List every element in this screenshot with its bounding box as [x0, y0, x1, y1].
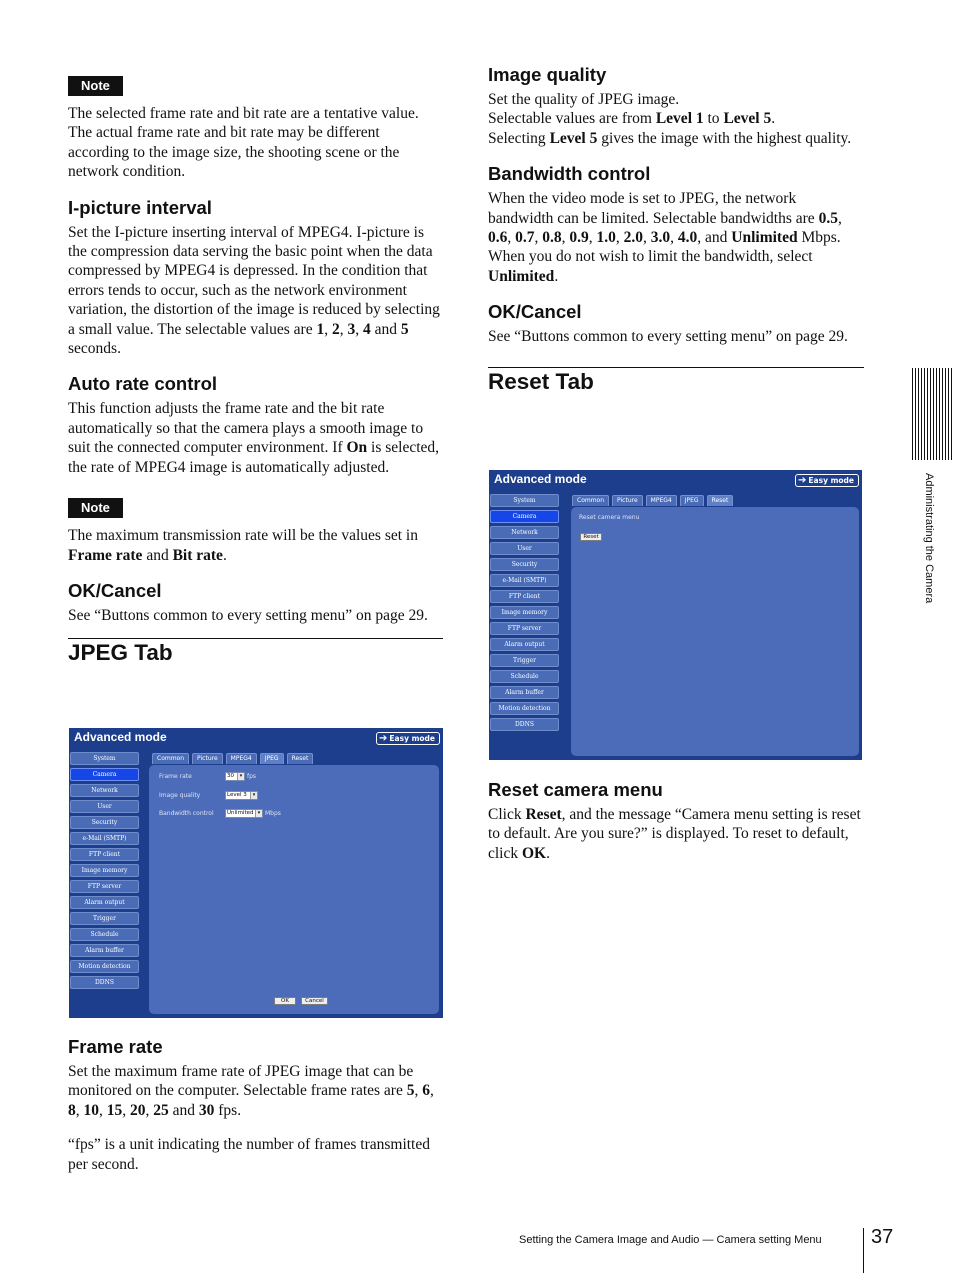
note-text: The selected frame rate and bit rate are a tentative value. The actual frame rate and bit rate may be different according to the image size, the shooting scene or the network condition.: [68, 105, 419, 181]
image-quality-select[interactable]: Level 3 ▾: [225, 791, 258, 800]
menu-item-user[interactable]: User: [490, 542, 559, 555]
heading-jpeg-tab: JPEG Tab: [68, 640, 173, 666]
section-rule: [68, 638, 443, 639]
note-label-2: Note: [68, 498, 123, 518]
heading-frame-rate: Frame rate: [68, 1036, 163, 1057]
image-quality-label: Image quality: [159, 792, 201, 799]
fps-unit: fps: [247, 773, 257, 780]
tab-common[interactable]: Common: [572, 495, 609, 506]
tab-reset[interactable]: Reset: [707, 495, 734, 506]
menu-item-schedule[interactable]: Schedule: [70, 928, 139, 941]
bandwidth-select[interactable]: Unlimited ▾: [225, 809, 263, 818]
menu-item-motion-detection[interactable]: Motion detection: [490, 702, 559, 715]
ipicture-paragraph: Set the I-picture inserting interval of MPEG4. I-picture is the compression data serving the basic point when the data compressed by MPEG4 is depressed. In the condition that errors tends to occur, such as the network environment variation, the distortion of the image is reduced by selecting a small value. The selectable values are 1, 2, 3, 4 and 5 seconds.: [68, 223, 440, 358]
reset-screenshot: [489, 470, 862, 760]
menu-item-alarm-buffer[interactable]: Alarm buffer: [490, 686, 559, 699]
heading-reset-tab: Reset Tab: [488, 368, 594, 394]
tab-jpeg[interactable]: JPEG: [260, 753, 284, 764]
frame-rate-select[interactable]: 30 ▾: [225, 772, 245, 781]
heading-ipicture-interval: I-picture interval: [68, 196, 212, 218]
menu-item-email[interactable]: e-Mail (SMTP): [70, 832, 139, 845]
section-rule-right: [488, 367, 864, 368]
heading-ok-cancel-right: OK/Cancel: [488, 301, 582, 323]
heading-auto-rate-control: Auto rate control: [68, 373, 218, 395]
chevron-down-icon: ▾: [255, 810, 262, 817]
easy-mode-button[interactable]: ➔ Easy mode: [376, 732, 440, 745]
menu-item-ftp-server[interactable]: FTP server: [490, 622, 559, 635]
menu-item-network[interactable]: Network: [490, 526, 559, 539]
menu-item-system[interactable]: System: [70, 752, 139, 765]
footer-text: Setting the Camera Image and Audio — Camera setting Menu: [519, 1234, 822, 1246]
camera-tabs: [152, 753, 316, 764]
framerate-paragraph: Set the maximum frame rate of JPEG image that can be monitored on the computer. Selectable frame rates are 5, 6, 8, 10, 15, 20, 25 and 30 fps.: [68, 1063, 434, 1119]
fps-paragraph: “fps” is a unit indicating the number of frames transmitted per second.: [68, 1136, 430, 1173]
note-text-2: The maximum transmission rate will be the values set in Frame rate and Bit rate.: [68, 527, 418, 564]
menu-item-ftp-client[interactable]: FTP client: [70, 848, 139, 861]
menu-item-camera[interactable]: Camera: [490, 510, 559, 523]
image-quality-paragraph: Set the quality of JPEG image. Selectable values are from Level 1 to Level 5. Selecting Level 5 gives the image with the highest quality.: [488, 91, 852, 147]
menu-item-security[interactable]: Security: [490, 558, 559, 571]
page-number: 37: [871, 1226, 894, 1248]
tab-mpeg4[interactable]: MPEG4: [646, 495, 677, 506]
tab-common[interactable]: Common: [152, 753, 189, 764]
menu-item-image-memory[interactable]: Image memory: [70, 864, 139, 877]
reset-settings-panel: [571, 507, 859, 756]
heading-bandwidth-control: Bandwidth control: [488, 163, 651, 185]
bandwidth-control-label: Bandwidth control: [159, 810, 214, 817]
easy-mode-button[interactable]: ➔ Easy mode: [795, 474, 859, 487]
tab-picture[interactable]: Picture: [612, 495, 643, 506]
right-column: [488, 64, 864, 395]
tab-reset[interactable]: Reset: [287, 753, 314, 764]
menu-item-ddns[interactable]: DDNS: [490, 718, 559, 731]
heading-reset-camera-menu: Reset camera menu: [488, 779, 663, 800]
okcancel-right-paragraph: See “Buttons common to every setting menu” on page 29.: [488, 328, 848, 346]
screenshot-title: Advanced mode: [74, 730, 167, 744]
jpeg-screenshot: [69, 728, 443, 1018]
arrow-right-icon: ➔: [798, 475, 807, 486]
menu-item-security[interactable]: Security: [70, 816, 139, 829]
bandwidth-paragraph: When the video mode is set to JPEG, the network bandwidth can be limited. Selectable bandwidths are 0.5, 0.6, 0.7, 0.8, 0.9, 1.0, 2.0, 3.0, 4.0, and Unlimited Mbps. When you do not wish to limit the bandwidth, select Unlimited.: [488, 190, 842, 285]
autorate-paragraph: This function adjusts the frame rate and the bit rate automatically so that the camera plays a smooth image to suit the connected computer environment. If On is selected, the rate of MPEG4 image is automatically adjusted.: [68, 400, 440, 476]
menu-item-ddns[interactable]: DDNS: [70, 976, 139, 989]
tab-jpeg[interactable]: JPEG: [680, 495, 704, 506]
cancel-button[interactable]: Cancel: [301, 997, 328, 1005]
chapter-label: Administrating the Camera: [923, 473, 935, 604]
chapter-tab-marker: [912, 368, 954, 460]
menu-item-image-memory[interactable]: Image memory: [490, 606, 559, 619]
menu-item-schedule[interactable]: Schedule: [490, 670, 559, 683]
settings-menu: [490, 494, 559, 734]
menu-item-trigger[interactable]: Trigger: [70, 912, 139, 925]
frame-rate-label: Frame rate: [159, 773, 192, 780]
heading-image-quality: Image quality: [488, 64, 607, 85]
chevron-down-icon: ▾: [237, 773, 244, 780]
ok-button[interactable]: OK: [274, 997, 296, 1005]
menu-item-alarm-output[interactable]: Alarm output: [70, 896, 139, 909]
settings-menu: [70, 752, 139, 992]
menu-item-system[interactable]: System: [490, 494, 559, 507]
okcancel-paragraph: See “Buttons common to every setting menu” on page 29.: [68, 606, 428, 624]
menu-item-user[interactable]: User: [70, 800, 139, 813]
menu-item-email[interactable]: e-Mail (SMTP): [490, 574, 559, 587]
menu-item-motion-detection[interactable]: Motion detection: [70, 960, 139, 973]
menu-item-ftp-client[interactable]: FTP client: [490, 590, 559, 603]
mbps-unit: Mbps: [265, 810, 281, 817]
menu-item-camera[interactable]: Camera: [70, 768, 139, 781]
menu-item-alarm-buffer[interactable]: Alarm buffer: [70, 944, 139, 957]
camera-tabs: [572, 495, 736, 506]
reset-camera-paragraph: Click Reset, and the message “Camera menu setting is reset to default. Are you sure?” is displayed. To reset to default, click OK.: [488, 806, 861, 862]
arrow-right-icon: ➔: [379, 733, 388, 744]
note-label: Note: [68, 76, 123, 96]
left-column: [68, 76, 443, 666]
chevron-down-icon: ▾: [250, 792, 257, 799]
tab-mpeg4[interactable]: MPEG4: [226, 753, 257, 764]
menu-item-alarm-output[interactable]: Alarm output: [490, 638, 559, 651]
menu-item-trigger[interactable]: Trigger: [490, 654, 559, 667]
reset-button[interactable]: Reset: [580, 533, 602, 541]
left-column-bottom: [68, 1036, 443, 1174]
footer-divider: [863, 1228, 864, 1273]
screenshot-title: Advanced mode: [494, 472, 587, 486]
menu-item-ftp-server[interactable]: FTP server: [70, 880, 139, 893]
menu-item-network[interactable]: Network: [70, 784, 139, 797]
jpeg-settings-panel: [149, 765, 439, 1014]
right-column-bottom: [488, 779, 864, 863]
heading-ok-cancel: OK/Cancel: [68, 579, 162, 601]
reset-camera-menu-label: Reset camera menu: [579, 514, 640, 521]
tab-picture[interactable]: Picture: [192, 753, 223, 764]
